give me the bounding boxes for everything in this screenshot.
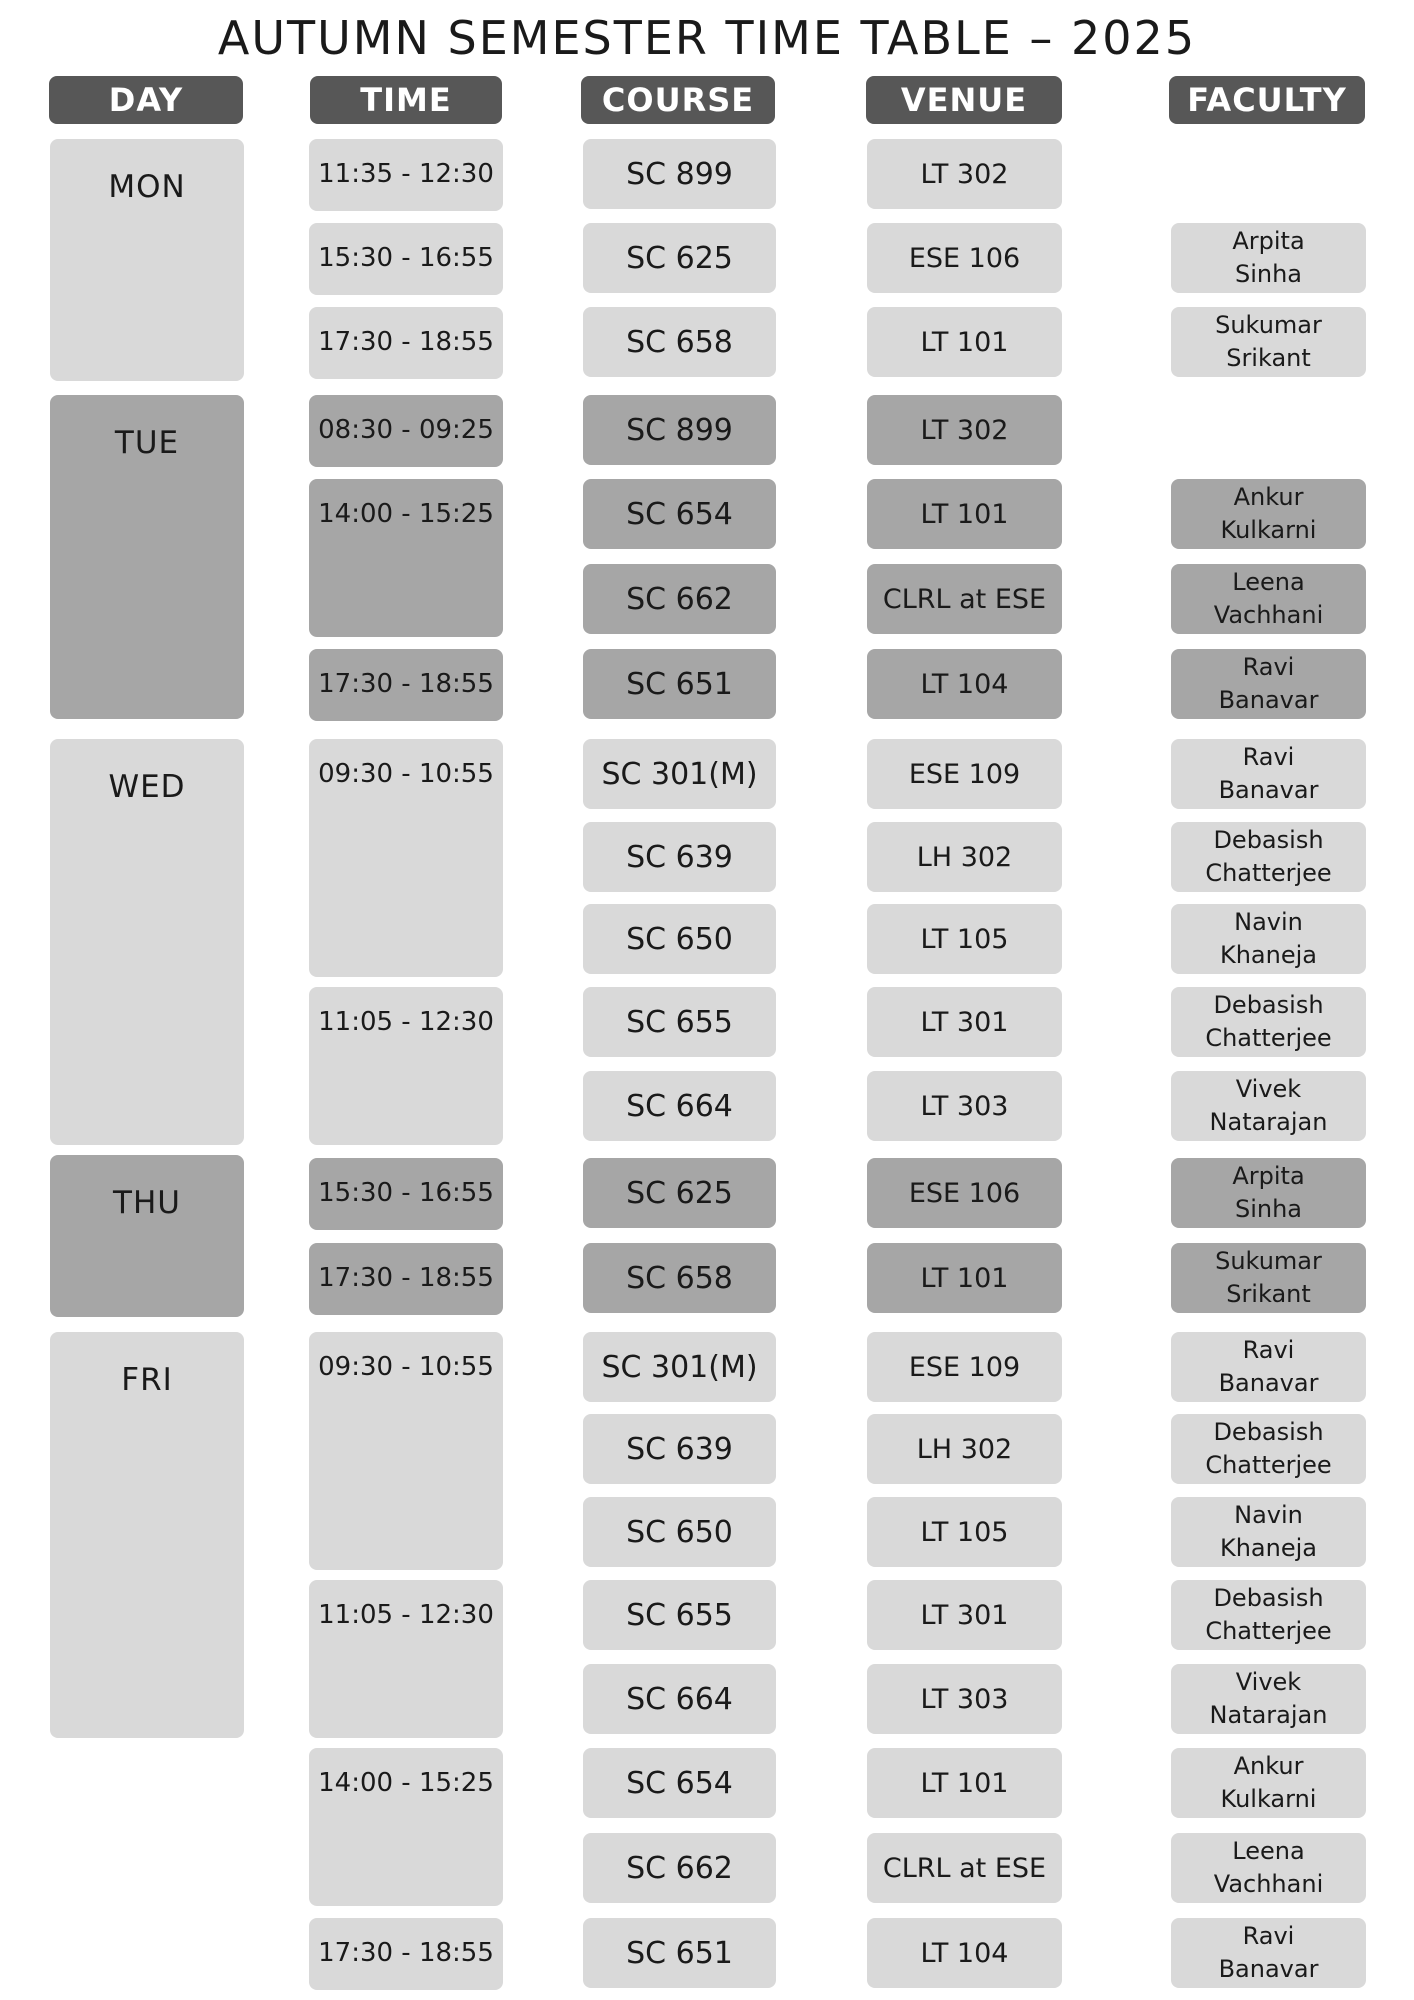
faculty-last-name: Vachhani [1213,1870,1324,1898]
venue-cell: LH 302 [867,822,1062,892]
faculty-cell [1171,1158,1366,1228]
faculty-first-name: Ankur [1233,1752,1304,1780]
faculty-cell [1171,564,1366,634]
faculty-cell [1171,1918,1366,1988]
venue-cell: LT 301 [867,987,1062,1057]
course-cell: SC 625 [583,223,776,293]
course-cell: SC 662 [583,1833,776,1903]
venue-cell: LT 303 [867,1664,1062,1734]
faculty-cell [1171,1580,1366,1650]
faculty-first-name: Debasish [1213,826,1324,854]
course-cell: SC 650 [583,904,776,974]
faculty-cell [1171,1243,1366,1313]
course-cell: SC 655 [583,1580,776,1650]
column-header-time: TIME [310,76,502,124]
day-label: WED [108,769,186,805]
course-cell: SC 651 [583,1918,776,1988]
day-label: MON [108,169,186,205]
faculty-last-name: Natarajan [1209,1701,1328,1729]
faculty-first-name: Arpita [1232,227,1305,255]
course-cell: SC 664 [583,1664,776,1734]
venue-cell: LT 302 [867,395,1062,465]
venue-cell: LT 105 [867,904,1062,974]
faculty-last-name: Natarajan [1209,1108,1328,1136]
course-cell: SC 662 [583,564,776,634]
day-label: TUE [114,425,180,461]
venue-cell: LT 301 [867,1580,1062,1650]
faculty-first-name: Ravi [1242,743,1295,771]
faculty-cell [1171,1664,1366,1734]
faculty-first-name: Navin [1234,908,1303,936]
faculty-first-name: Debasish [1213,1418,1324,1446]
course-cell: SC 899 [583,395,776,465]
faculty-last-name: Banavar [1218,1369,1319,1397]
faculty-cell [1171,307,1366,377]
faculty-first-name: Arpita [1232,1162,1305,1190]
venue-cell: LT 101 [867,1748,1062,1818]
venue-cell: CLRL at ESE [867,564,1062,634]
venue-cell: LT 303 [867,1071,1062,1141]
faculty-first-name: Ravi [1242,1336,1295,1364]
time-slot: 08:30 - 09:25 [309,395,503,467]
time-slot: 17:30 - 18:55 [309,649,503,721]
faculty-cell [1171,1748,1366,1818]
course-cell: SC 658 [583,307,776,377]
course-cell: SC 899 [583,139,776,209]
time-slot: 11:35 - 12:30 [309,139,503,211]
faculty-last-name: Banavar [1218,686,1319,714]
course-cell: SC 654 [583,479,776,549]
venue-cell: LH 302 [867,1414,1062,1484]
venue-cell: LT 105 [867,1497,1062,1567]
venue-cell: LT 302 [867,139,1062,209]
faculty-cell [1171,1414,1366,1484]
venue-cell: ESE 109 [867,1332,1062,1402]
faculty-last-name: Chatterjee [1205,1617,1332,1645]
day-block-fri [50,1332,244,1738]
faculty-last-name: Banavar [1218,776,1319,804]
venue-cell: LT 104 [867,649,1062,719]
faculty-last-name: Vachhani [1213,601,1324,629]
faculty-first-name: Vivek [1235,1075,1302,1103]
time-slot: 09:30 - 10:55 [309,1332,503,1570]
faculty-first-name: Debasish [1213,1584,1324,1612]
course-cell: SC 664 [583,1071,776,1141]
faculty-last-name: Chatterjee [1205,1024,1332,1052]
faculty-cell [1171,904,1366,974]
faculty-cell [1171,1833,1366,1903]
faculty-first-name: Ravi [1242,653,1295,681]
venue-cell: ESE 106 [867,223,1062,293]
day-label: THU [113,1185,181,1221]
course-cell: SC 301(M) [583,739,776,809]
faculty-cell [1171,223,1366,293]
day-block-mon [50,139,244,381]
time-slot: 17:30 - 18:55 [309,1918,503,1990]
column-header-course: COURSE [581,76,775,124]
faculty-last-name: Kulkarni [1220,516,1317,544]
venue-cell: CLRL at ESE [867,1833,1062,1903]
page-title: AUTUMN SEMESTER TIME TABLE – 2025 [217,11,1197,65]
course-cell: SC 639 [583,822,776,892]
faculty-cell [1171,987,1366,1057]
day-block-thu [50,1155,244,1317]
faculty-cell [1171,1497,1366,1567]
venue-cell: ESE 109 [867,739,1062,809]
faculty-last-name: Sinha [1234,260,1303,288]
faculty-last-name: Khaneja [1219,1534,1317,1562]
course-cell: SC 651 [583,649,776,719]
faculty-cell [1171,822,1366,892]
time-slot: 09:30 - 10:55 [309,739,503,977]
venue-cell: LT 101 [867,307,1062,377]
time-slot: 11:05 - 12:30 [309,1580,503,1738]
faculty-cell [1171,1071,1366,1141]
day-label: FRI [121,1362,173,1398]
time-slot: 15:30 - 16:55 [309,223,503,295]
faculty-cell [1171,1332,1366,1402]
faculty-first-name: Leena [1232,568,1305,596]
faculty-first-name: Leena [1232,1837,1305,1865]
course-cell: SC 650 [583,1497,776,1567]
course-cell: SC 301(M) [583,1332,776,1402]
column-header-faculty: FACULTY [1169,76,1365,124]
faculty-cell [1171,649,1366,719]
faculty-last-name: Srikant [1226,1280,1311,1308]
time-slot: 14:00 - 15:25 [309,1748,503,1906]
time-slot: 14:00 - 15:25 [309,479,503,637]
venue-cell: LT 101 [867,479,1062,549]
faculty-last-name: Sinha [1234,1195,1303,1223]
column-header-venue: VENUE [866,76,1062,124]
course-cell: SC 654 [583,1748,776,1818]
course-cell: SC 658 [583,1243,776,1313]
faculty-first-name: Sukumar [1215,1247,1322,1275]
faculty-cell [1171,479,1366,549]
venue-cell: ESE 106 [867,1158,1062,1228]
faculty-cell [1171,739,1366,809]
faculty-first-name: Sukumar [1215,311,1322,339]
faculty-first-name: Debasish [1213,991,1324,1019]
time-slot: 17:30 - 18:55 [309,307,503,379]
day-block-tue [50,395,244,719]
faculty-first-name: Navin [1234,1501,1303,1529]
time-slot: 11:05 - 12:30 [309,987,503,1145]
column-header-day: DAY [49,76,243,124]
faculty-last-name: Chatterjee [1205,1451,1332,1479]
course-cell: SC 655 [583,987,776,1057]
faculty-first-name: Ankur [1233,483,1304,511]
faculty-first-name: Ravi [1242,1922,1295,1950]
faculty-last-name: Srikant [1226,344,1311,372]
faculty-last-name: Kulkarni [1220,1785,1317,1813]
faculty-first-name: Vivek [1235,1668,1302,1696]
faculty-last-name: Khaneja [1219,941,1317,969]
day-block-wed [50,739,244,1145]
faculty-last-name: Chatterjee [1205,859,1332,887]
course-cell: SC 625 [583,1158,776,1228]
course-cell: SC 639 [583,1414,776,1484]
time-slot: 17:30 - 18:55 [309,1243,503,1315]
venue-cell: LT 101 [867,1243,1062,1313]
venue-cell: LT 104 [867,1918,1062,1988]
time-slot: 15:30 - 16:55 [309,1158,503,1230]
faculty-last-name: Banavar [1218,1955,1319,1983]
